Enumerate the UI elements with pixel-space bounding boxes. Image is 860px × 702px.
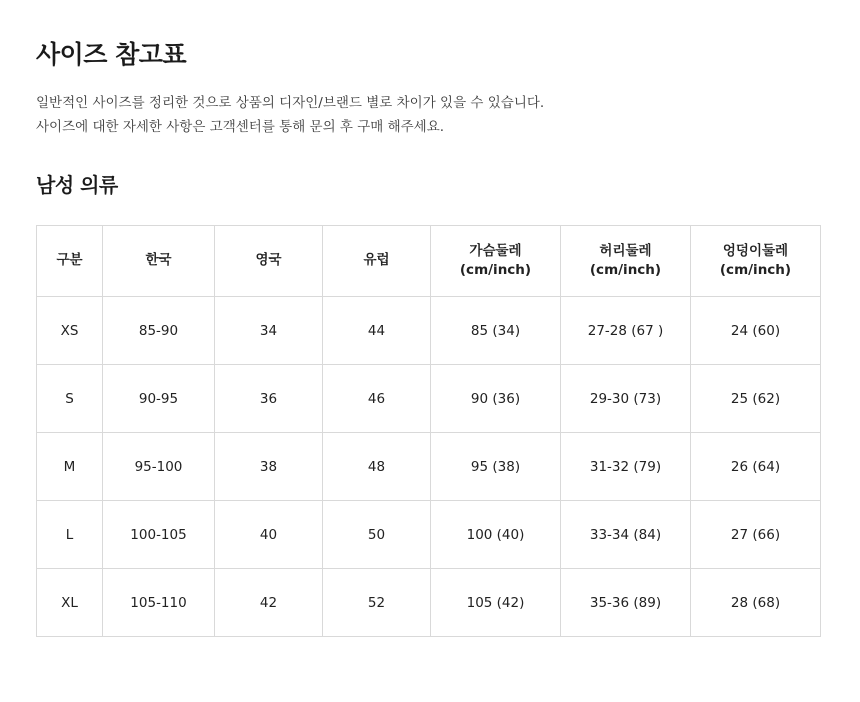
column-header-line-1: 유럽 (363, 252, 390, 269)
cell-chest: 85 (34) (431, 297, 561, 365)
cell-chest: 90 (36) (431, 365, 561, 433)
cell-europe: 48 (323, 433, 431, 501)
cell-hip: 24 (60) (691, 297, 821, 365)
column-header-waist (561, 226, 691, 297)
table-row (37, 297, 821, 365)
cell-waist: 33-34 (84) (561, 501, 691, 569)
table-row (37, 569, 821, 637)
column-header-uk (215, 226, 323, 297)
column-header-line-2: (cm/inch) (589, 262, 662, 279)
table-row (37, 433, 821, 501)
column-header-category (37, 226, 103, 297)
column-header-europe (323, 226, 431, 297)
cell-korea: 90-95 (103, 365, 215, 433)
cell-category: S (37, 365, 103, 433)
column-header-line-1: 가슴둘레 (469, 242, 522, 259)
cell-uk: 42 (215, 569, 323, 637)
table-header-row (37, 226, 821, 297)
table-row (37, 365, 821, 433)
size-chart-table (36, 225, 821, 637)
intro-text (36, 92, 824, 139)
column-header-line-1: 구분 (56, 252, 83, 269)
cell-chest: 105 (42) (431, 569, 561, 637)
table-row (37, 501, 821, 569)
column-header-line-1: 한국 (145, 252, 172, 269)
cell-category: M (37, 433, 103, 501)
cell-hip: 26 (64) (691, 433, 821, 501)
intro-line-1: 일반적인 사이즈를 정리한 것으로 상품의 디자인/브랜드 별로 차이가 있을 수 있습니다. (36, 95, 545, 111)
cell-chest: 100 (40) (431, 501, 561, 569)
cell-europe: 46 (323, 365, 431, 433)
cell-uk: 34 (215, 297, 323, 365)
column-header-line-2: (cm/inch) (719, 262, 792, 279)
cell-europe: 50 (323, 501, 431, 569)
column-header-line-1: 영국 (255, 252, 282, 269)
cell-hip: 28 (68) (691, 569, 821, 637)
cell-hip: 27 (66) (691, 501, 821, 569)
cell-category: XS (37, 297, 103, 365)
cell-europe: 44 (323, 297, 431, 365)
cell-category: L (37, 501, 103, 569)
cell-korea: 95-100 (103, 433, 215, 501)
intro-line-2: 사이즈에 대한 자세한 사항은 고객센터를 통해 문의 후 구매 해주세요. (36, 118, 445, 135)
cell-hip: 25 (62) (691, 365, 821, 433)
cell-korea: 105-110 (103, 569, 215, 637)
cell-chest: 95 (38) (431, 433, 561, 501)
column-header-hip (691, 226, 821, 297)
cell-korea: 85-90 (103, 297, 215, 365)
column-header-korea (103, 226, 215, 297)
column-header-chest (431, 226, 561, 297)
column-header-line-1: 허리둘레 (599, 242, 652, 259)
cell-waist: 27-28 (67 ) (561, 297, 691, 365)
cell-waist: 29-30 (73) (561, 365, 691, 433)
cell-uk: 36 (215, 365, 323, 433)
cell-uk: 40 (215, 501, 323, 569)
column-header-line-1: 엉덩이둘레 (722, 242, 789, 259)
cell-waist: 31-32 (79) (561, 433, 691, 501)
section-title-mens-clothing: 남성 의류 (36, 173, 118, 198)
cell-uk: 38 (215, 433, 323, 501)
cell-category: XL (37, 569, 103, 637)
column-header-line-2: (cm/inch) (459, 262, 532, 279)
table-body (37, 297, 821, 637)
page-title: 사이즈 참고표 (36, 40, 187, 69)
cell-waist: 35-36 (89) (561, 569, 691, 637)
cell-korea: 100-105 (103, 501, 215, 569)
table-header (37, 226, 821, 297)
cell-europe: 52 (323, 569, 431, 637)
